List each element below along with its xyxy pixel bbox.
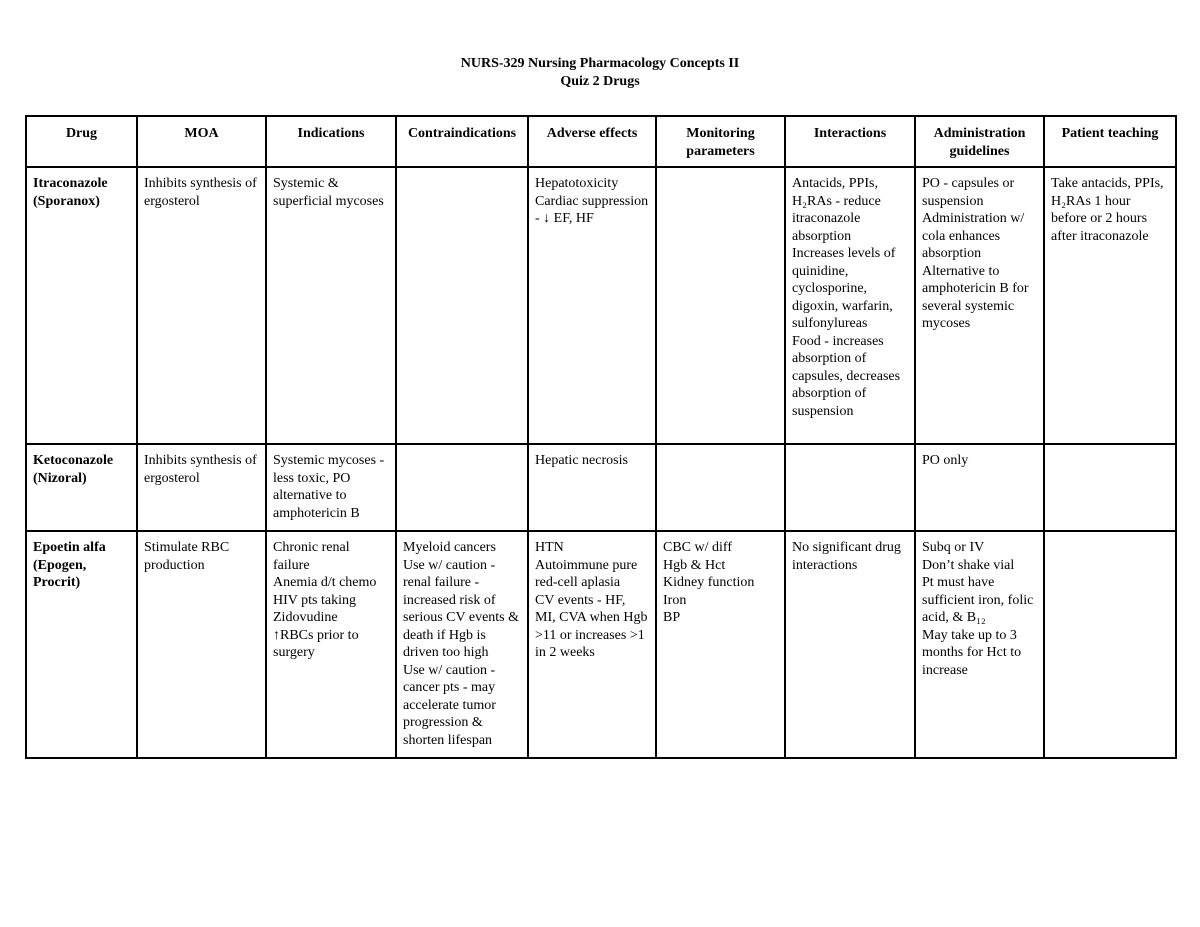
cell-text-line: Inhibits synthesis of ergosterol	[144, 176, 261, 209]
cell-text-line: (Nizoral)	[33, 470, 87, 486]
header-patient-teaching: Patient teaching	[1044, 116, 1176, 167]
drug-table	[25, 115, 1177, 759]
cell-text-line: Cardiac suppression - ↓ EF, HF	[535, 193, 652, 226]
cell-text-line: Administration w/ cola enhances absorption	[922, 211, 1028, 261]
cell-adverse-effects	[528, 167, 656, 444]
cell-monitoring	[656, 444, 785, 531]
cell-text-line: Myeloid cancers	[403, 540, 496, 555]
cell-text-line: Subq or IV	[922, 540, 985, 555]
cell-drug	[26, 444, 137, 531]
cell-adverse-effects	[528, 444, 656, 531]
cell-text-line: Systemic & superficial mycoses	[273, 176, 384, 209]
header-row	[26, 116, 1176, 167]
cell-text-line: Increases levels of quinidine, cyclosporine, digoxin, warfarin, sulfonylureas	[792, 246, 899, 331]
cell-moa	[137, 167, 266, 444]
cell-text-line: Take antacids, PPIs, H₂RAs 1 hour before or 2 hours after itraconazole	[1051, 176, 1168, 244]
cell-contraindications	[396, 531, 528, 758]
cell-drug	[26, 531, 137, 758]
cell-interactions	[785, 444, 915, 531]
cell-patient-teaching	[1044, 167, 1176, 444]
cell-text-line: CBC w/ diff	[663, 540, 732, 555]
cell-text-line: Inhibits synthesis of ergosterol	[144, 453, 261, 486]
cell-contraindications	[396, 167, 528, 444]
cell-text-line: Antacids, PPIs, H₂RAs - reduce itraconazole absorption	[792, 176, 885, 244]
cell-text-line: PO - capsules or suspension	[922, 176, 1018, 209]
cell-monitoring	[656, 167, 785, 444]
header-contraindications: Contraindications	[396, 116, 528, 167]
cell-text-line: Itraconazole	[33, 176, 108, 191]
cell-text-line: May take up to 3 months for Hct to increase	[922, 627, 1025, 678]
cell-text-line: HIV pts taking Zidovudine	[273, 592, 360, 625]
cell-text-line: Use w/ caution - renal failure - increased risk of serious CV events & death if Hgb is driven too high	[403, 557, 523, 660]
header-drug: Drug	[26, 116, 137, 167]
cell-text-line: No significant drug interactions	[792, 540, 905, 573]
header-adverse-effects: Adverse effects	[528, 116, 656, 167]
cell-text-line: Use w/ caution - cancer pts - may accelerate tumor progression & shorten lifespan	[403, 662, 500, 748]
cell-administration	[915, 531, 1044, 758]
cell-contraindications	[396, 444, 528, 531]
cell-text-line: Don’t shake vial	[922, 557, 1015, 573]
cell-indications	[266, 531, 396, 758]
cell-text-line: (Epogen,	[33, 557, 87, 573]
table-row	[26, 444, 1176, 531]
cell-text-line: Anemia d/t chemo	[273, 575, 377, 590]
header-monitoring-parameters: Monitoring parameters	[656, 116, 785, 167]
cell-text-line: Hgb & Hct	[663, 557, 726, 573]
cell-text-line: Kidney function	[663, 575, 755, 590]
title-line-2: Quiz 2 Drugs	[560, 74, 640, 89]
cell-interactions	[785, 167, 915, 444]
cell-administration	[915, 444, 1044, 531]
cell-text-line: (Sporanox)	[33, 193, 100, 209]
cell-patient-teaching	[1044, 444, 1176, 531]
cell-text-line: HTN	[535, 540, 564, 555]
cell-indications	[266, 167, 396, 444]
cell-indications	[266, 444, 396, 531]
cell-monitoring	[656, 531, 785, 758]
title-line-1: NURS-329 Nursing Pharmacology Concepts II	[460, 56, 740, 71]
cell-text-line: Food - increases absorption of capsules, decreases absorption of suspension	[792, 333, 904, 419]
cell-text-line: Epoetin alfa	[33, 540, 106, 555]
cell-drug	[26, 167, 137, 444]
document-title	[0, 55, 1200, 91]
cell-text-line: Hepatic necrosis	[535, 453, 628, 468]
cell-text-line: Stimulate RBC production	[144, 540, 233, 573]
header-moa: MOA	[137, 116, 266, 167]
cell-text-line: Procrit)	[33, 575, 81, 590]
table-row	[26, 531, 1176, 758]
cell-interactions	[785, 531, 915, 758]
cell-text-line: Chronic renal failure	[273, 540, 354, 573]
cell-text-line: PO only	[922, 453, 969, 468]
cell-patient-teaching	[1044, 531, 1176, 758]
cell-text-line: Autoimmune pure red-cell aplasia	[535, 557, 641, 590]
cell-text-line: Ketoconazole	[33, 453, 114, 468]
header-indications: Indications	[266, 116, 396, 167]
cell-moa	[137, 444, 266, 531]
header-administration-guidelines: Administration guidelines	[915, 116, 1044, 167]
cell-text-line: Alternative to amphotericin B for several systemic mycoses	[922, 263, 1033, 331]
cell-text-line: CV events - HF, MI, CVA when Hgb >11 or increases >1 in 2 weeks	[535, 592, 652, 660]
table-row	[26, 167, 1176, 444]
cell-administration	[915, 167, 1044, 444]
cell-moa	[137, 531, 266, 758]
cell-text-line: Systemic mycoses - less toxic, PO alternative to amphotericin B	[273, 453, 388, 521]
cell-text-line: Pt must have sufficient iron, folic acid, & B₁₂	[922, 575, 1037, 625]
cell-adverse-effects	[528, 531, 656, 758]
header-interactions: Interactions	[785, 116, 915, 167]
cell-text-line: ↑RBCs prior to surgery	[273, 627, 363, 660]
cell-text-line: BP	[663, 610, 681, 625]
cell-text-line: Iron	[663, 592, 687, 608]
cell-text-line: Hepatotoxicity	[535, 176, 619, 191]
